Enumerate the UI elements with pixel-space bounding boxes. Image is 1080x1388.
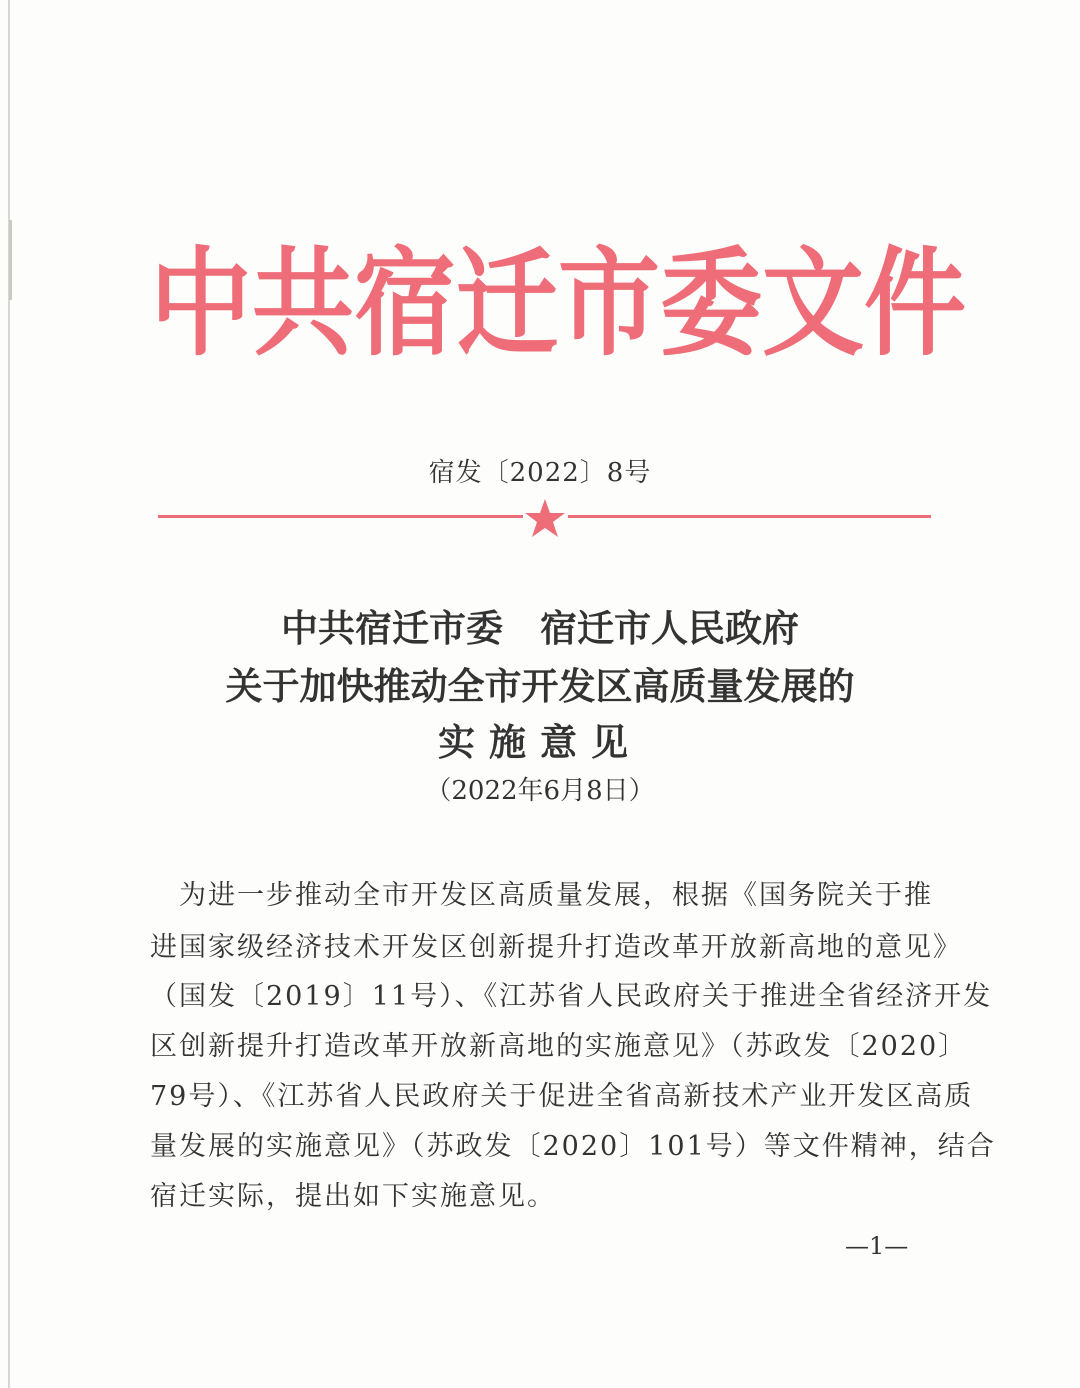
red-rule-right — [568, 515, 931, 518]
body-line: 宿迁实际，提出如下实施意见。 — [150, 1181, 556, 1212]
page-number: —1— — [845, 1232, 909, 1260]
red-star-icon — [524, 498, 566, 538]
body-line: 区创新提升打造改革开放新高地的实施意见》（苏政发〔2020〕 — [150, 1031, 968, 1062]
body-line: 为进一步推动全市开发区高质量发展，根据《国务院关于推 — [150, 880, 933, 911]
body-line: （国发〔2019〕11号）、《江苏省人民政府关于推进全省经济开发 — [150, 981, 993, 1012]
document-number: 宿发〔2022〕8号 — [428, 458, 652, 488]
title-line-2: 关于加快推动全市开发区高质量发展的 — [225, 665, 855, 708]
body-line: 79号）、《江苏省人民政府关于促进全省高新技术产业开发区高质 — [150, 1081, 974, 1112]
issue-date: （2022年6月8日） — [425, 776, 655, 806]
body-line: 进国家级经济技术开发区创新提升打造改革开放新高地的意见》 — [150, 932, 962, 963]
masthead-title: 中共宿迁市委文件 — [150, 236, 966, 373]
red-rule-left — [158, 515, 523, 518]
title-line-1: 中共宿迁市委 宿迁市人民政府 — [281, 607, 799, 650]
title-line-3: 实施意见 — [438, 721, 642, 764]
scan-mark — [9, 220, 12, 300]
body-line: 量发展的实施意见》（苏政发〔2020〕101号）等文件精神，结合 — [150, 1131, 996, 1162]
